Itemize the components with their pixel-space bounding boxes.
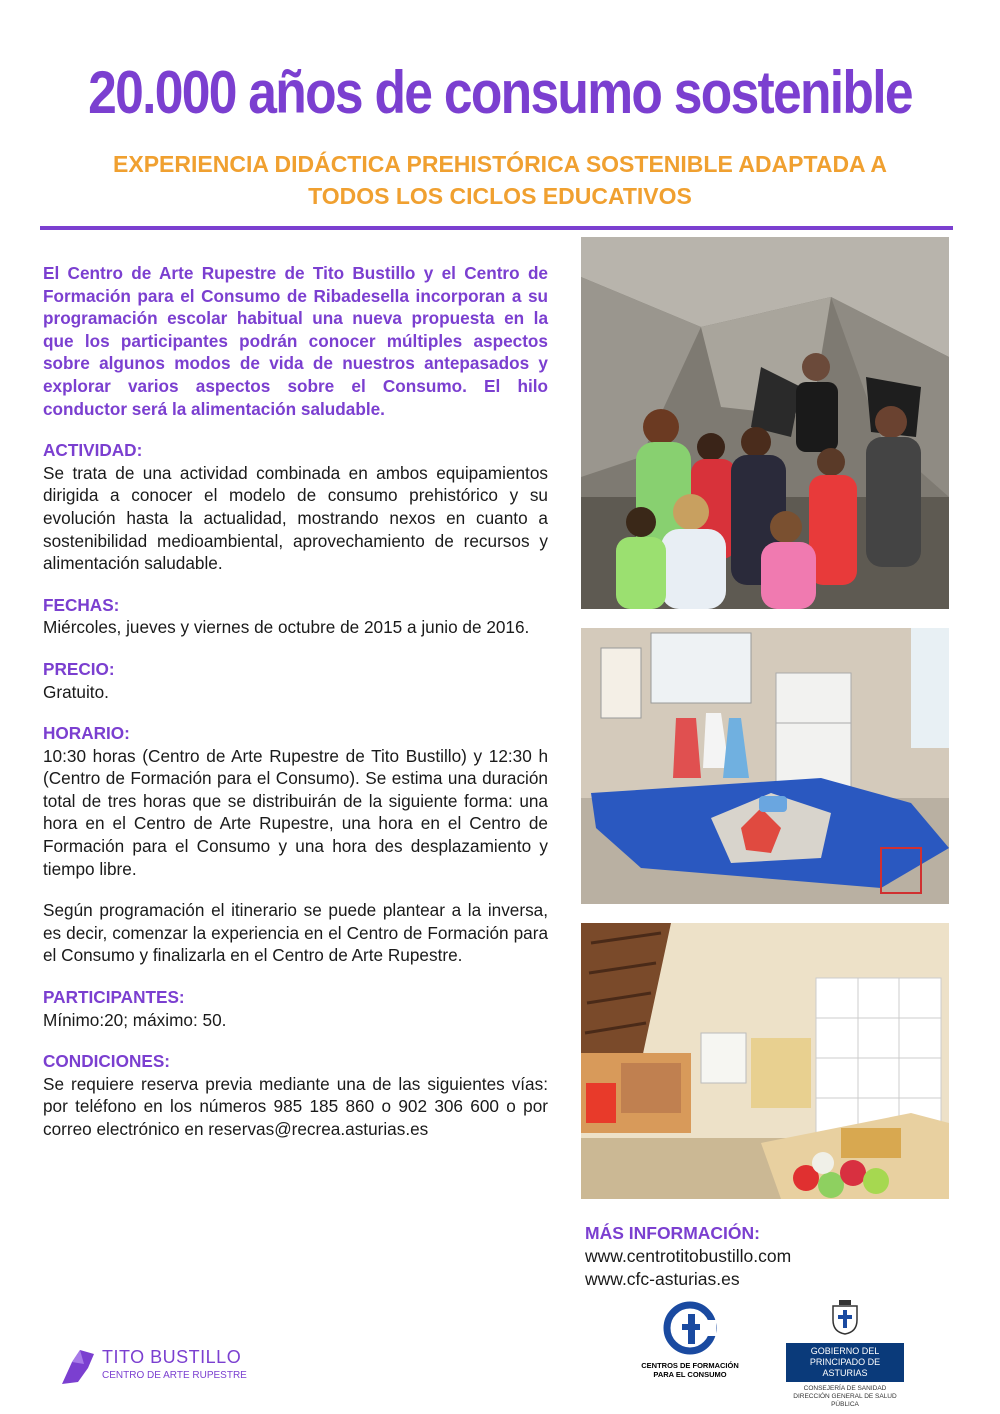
website-link-tito[interactable]: www.centrotitobustillo.com (585, 1246, 792, 1266)
tito-bustillo-emblem-icon (58, 1344, 98, 1388)
photo-cave-visit (581, 237, 949, 609)
page-title: 20.000 años de consumo sostenible (88, 59, 912, 126)
cfc-line-2: PARA EL CONSUMO (653, 1370, 727, 1379)
participantes-text: Mínimo:20; máximo: 50. (43, 1009, 227, 1030)
subtitle-line-1: EXPERIENCIA DIDÁCTICA PREHISTÓRICA SOSTENIBLE ADAPTADA A (113, 151, 887, 177)
gobierno-asturias-logo (780, 1300, 910, 1408)
photo-classroom (581, 628, 949, 904)
gobierno-sub-2: DIRECCIÓN GENERAL DE SALUD PÚBLICA (793, 1393, 897, 1408)
condiciones-body: Se requiere reserva previa mediante una de las siguientes vías: por teléfono en los números 985 185 860 o 902 306 600 o por correo electrónico en (43, 1073, 548, 1139)
tito-bustillo-name: TITO BUSTILLO (102, 1347, 242, 1367)
gobierno-line-1: GOBIERNO DEL (810, 1346, 880, 1356)
cfc-emblem-icon (660, 1300, 720, 1356)
subtitle-line-2: TODOS LOS CICLOS EDUCATIVOS (308, 183, 692, 209)
condiciones-heading: CONDICIONES: (43, 1051, 171, 1072)
actividad-text: Se trata de una actividad combinada en ambos equipamientos dirigida a conocer el modelo de consumo prehistórico y su evolución hasta la actualidad, mostrando nexos en cuanto a sostenibilidad medioambiental, aprovechamiento de recursos y alimentación saludable. (43, 462, 548, 574)
website-link-cfc[interactable]: www.cfc-asturias.es (585, 1269, 740, 1289)
asturias-shield-icon (830, 1300, 860, 1336)
intro-paragraph: El Centro de Arte Rupestre de Tito Bustillo y el Centro de Formación para el Consumo de Ribadesella incorporan a su programación escolar habitual una nueva propuesta en la que los participantes podrán conocer múltiples aspectos sobre algunos modos de vida de nuestros antepasados y explorar varios aspectos sobre el Consumo. El hilo conductor será la alimentación saludable. (43, 263, 548, 419)
gobierno-box (786, 1343, 904, 1382)
participantes-heading: PARTICIPANTES: (43, 987, 185, 1008)
main-text-column (43, 262, 548, 1141)
page-subtitle (60, 148, 940, 212)
fechas-heading: FECHAS: (43, 594, 120, 615)
horario-heading: HORARIO: (43, 723, 130, 744)
condiciones-text (43, 1073, 548, 1141)
photo-shop (581, 923, 949, 1199)
horario-text: 10:30 horas (Centro de Arte Rupestre de Tito Bustillo) y 12:30 h (Centro de Formación para el Consumo). Se estima una duración total de tres horas que se distribuirán de la siguiente forma: una hora en el Centro de Arte Rupestre, una hora en el Centro de Formación para el Consumo y una hora des desplazamiento y tiempo libre. (43, 745, 548, 879)
precio-heading: PRECIO: (43, 658, 115, 679)
cfc-line-1: CENTROS DE FORMACIÓN (641, 1361, 739, 1370)
actividad-heading: ACTIVIDAD: (43, 440, 143, 461)
cfc-logo (640, 1300, 740, 1390)
fechas-text: Miércoles, jueves y viernes de octubre de 2015 a junio de 2016. (43, 617, 530, 638)
reservation-email[interactable]: reservas@recrea.asturias.es (208, 1119, 429, 1139)
tito-bustillo-logo (58, 1340, 248, 1392)
precio-text: Gratuito. (43, 681, 109, 702)
gobierno-sub-1: CONSEJERÍA DE SANIDAD (803, 1385, 887, 1392)
tito-bustillo-subtitle: CENTRO DE ARTE RUPESTRE (102, 1370, 247, 1381)
gobierno-line-2: PRINCIPADO DE ASTURIAS (809, 1357, 881, 1378)
more-info-heading: MÁS INFORMACIÓN: (585, 1223, 760, 1243)
title-divider (40, 226, 953, 230)
horario-text-2: Según programación el itinerario se puede plantear a la inversa, es decir, comenzar la experiencia en el Centro de Formación para el Consumo y finalizarla en el Centro de Arte Rupestre. (43, 900, 548, 966)
more-info (585, 1222, 965, 1291)
